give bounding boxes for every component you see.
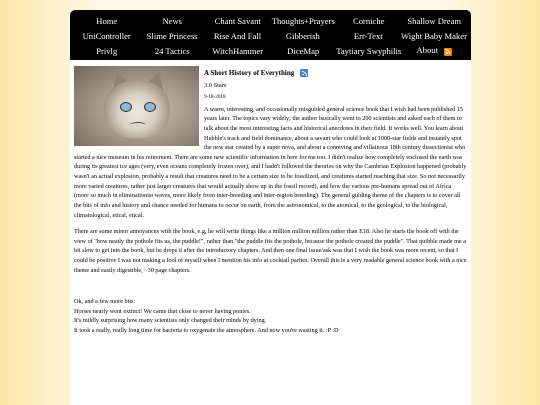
nav-link-chant-savant[interactable]: Chant Savant <box>214 15 261 26</box>
cat-mouth <box>130 122 146 128</box>
post-paragraph-1: A warm, interesting, and occasionally misguided general science book that I wish had been published 15 years later. The topics vary widely; the author basically went to 200 scientists and asked each of them to talk about the most interesting facts and historical anecdotes in their field. It works well. You learn about Hubble's track and field dominance, about a savant who could look at 1000-star fields and instantly spot the new star created by a super nova, and about a conniving and villainous 18th century dissectionist who started a nice museum in his retirement. There are some new scientific information in here for me too. I didn't realize how completely enclosed the earth was during its greatest ice ages (very, even oceans completely frozen over), and I hadn't followed the theories on why the Cambrian Explosion happened (probably wasn't an actual explosion, probably a result that creatures need to be a certain size to be fossilized, and creatures started reaching that size. So not necessarily more varied creatures, rather just larger creatures that would actually show up in the fossil record), and how the various pre-humans spread out of Africa (more so much in eliminationist waves, more likely from inter-breeding and inter-region breeding). The general guiding theme of the chapters is to cover all the bits of info and history and chance needed for humans to occur on earth, from the astronomical, to the atomical, to the geological, to the biological, climatological, etical, etical. <box>74 105 467 219</box>
bits-item: It took a really, really long time for bacteria to oxygenate the atmosphere. And now you're wasting it. :P :D <box>74 327 339 335</box>
post-date: 9-18-2018 <box>204 93 226 100</box>
extra-bits-list <box>74 297 467 335</box>
nav-row-3 <box>70 43 471 58</box>
nav-link-home[interactable]: Home <box>96 15 118 26</box>
nav-link-rise-and-fall[interactable]: Rise And Fall <box>213 30 262 41</box>
nav-link-24-tactics[interactable]: 24 Tactics <box>154 45 190 56</box>
nav-link-news[interactable]: News <box>162 15 183 26</box>
nav-link-corniche[interactable]: Corniche <box>352 15 385 26</box>
bits-item: Horses nearly went extinct! We came that close to never having ponies. <box>74 307 251 315</box>
nav-link-shallow-dream[interactable]: Shallow Dream <box>407 15 462 26</box>
rss-feed-icon[interactable] <box>444 48 452 56</box>
cat-eye-left <box>120 102 132 112</box>
post-rating: 3.0 Stars <box>204 81 227 89</box>
nav-row-1 <box>70 13 471 28</box>
cat-eye-right <box>144 102 156 112</box>
nav-link-unicontroller[interactable]: UniController <box>82 30 131 41</box>
nav-link-wight-baby-maker[interactable]: Wight Baby Maker <box>400 30 467 41</box>
bits-item: It's mildly surprising how many scientists only changed their minds by dying. <box>74 317 267 325</box>
nav-link-privlg[interactable]: Privlg <box>96 45 118 56</box>
nav-link-thoughts-prayers[interactable]: Thoughts+Prayers <box>271 15 335 26</box>
nav-link-dicemap[interactable]: DiceMap <box>287 45 320 56</box>
post-content <box>70 60 471 336</box>
page-container <box>70 10 471 405</box>
post-image-grumpy-cat <box>74 66 199 146</box>
nav-link-about[interactable] <box>402 45 468 55</box>
top-navigation <box>70 10 471 60</box>
nav-link-taytiary-swyphilis[interactable]: Taytiary Swyphilis <box>336 45 402 56</box>
nav-about-label: About <box>416 45 438 56</box>
nav-link-err-text[interactable]: Err-Text <box>353 30 383 41</box>
nav-link-witchhammer[interactable]: WitchHammer <box>212 45 264 56</box>
bits-intro: Ok, and a few more bits: <box>74 298 136 306</box>
post-title-text[interactable]: A Short History of Everything <box>204 69 295 77</box>
post-paragraph-2: There are some minor annoyances with the book, e.g, he will write things like a million million million rather than E18. Also he starts the book off with the view of "how neatly the pothole fits us, the puddle!", rather than "the puddle fits the pothole, because the pothole created the puddle". That quibble made me a bit slow to get into the book, but he drops it after the introductory chapters. And then one final issue/ask was that I wish the book was more recent, so that I could be positive I was not making a fool of myself when I mention his info at cocktail parties. Overall this is a very readable general science book with a nice theme and easily digestible, ~30 page chapters. <box>74 228 467 274</box>
nav-link-slime-princess[interactable]: Slime Princess <box>146 30 198 41</box>
cat-face <box>104 80 170 138</box>
nav-link-gibberish[interactable]: Gibberish <box>285 30 320 41</box>
nav-row-2 <box>70 28 471 43</box>
post-rss-icon[interactable] <box>300 69 308 77</box>
